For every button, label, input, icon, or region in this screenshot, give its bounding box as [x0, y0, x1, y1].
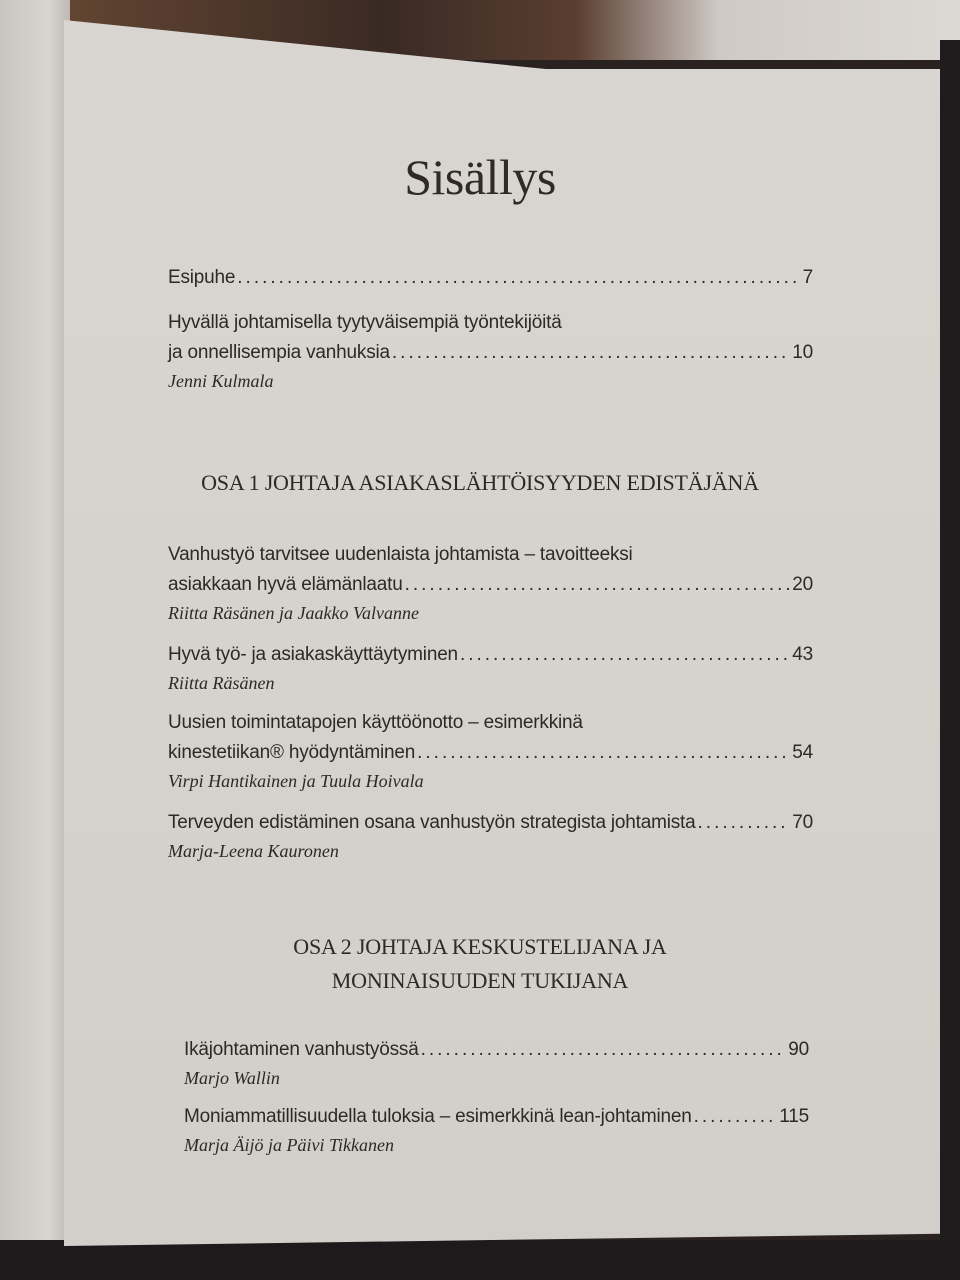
- entry-title-line: kinestetiikan® hyödyntäminen: [168, 742, 416, 763]
- toc-entry: [168, 808, 813, 864]
- entry-author: Marja-Leena Kauronen: [168, 841, 339, 861]
- toc-entry-esipuhe: [168, 263, 813, 293]
- entry-author: Riitta Räsänen: [168, 673, 275, 693]
- entry-author: Jenni Kulmala: [168, 371, 274, 391]
- background-right: [940, 40, 960, 1280]
- entry-title-line: Ikäjohtaminen vanhustyössä: [184, 1039, 419, 1060]
- toc-entry: [184, 1102, 809, 1158]
- page-number: 20: [792, 574, 813, 595]
- toc-entry: [168, 640, 813, 696]
- page-number: 10: [792, 342, 813, 363]
- page-number: 43: [792, 644, 813, 665]
- page-title: Sisällys: [404, 149, 556, 205]
- entry-author: Virpi Hantikainen ja Tuula Hoivala: [168, 771, 424, 791]
- entry-title-line: Hyvä työ- ja asiakaskäyttäytyminen: [168, 644, 458, 665]
- entry-author: Riitta Räsänen ja Jaakko Valvanne: [168, 603, 419, 623]
- entry-title-line: Hyvällä johtamisella tyytyväisempiä työntekijöitä: [168, 312, 562, 333]
- page-number: 90: [788, 1039, 809, 1060]
- entry-title-line: Moniammatillisuudella tuloksia – esimerkkinä lean-johtaminen: [184, 1106, 692, 1127]
- leader-dots: [237, 263, 800, 293]
- entry-title-line: Vanhustyö tarvitsee uudenlaista johtamista – tavoitteeksi: [168, 544, 633, 565]
- page-number: 115: [779, 1106, 809, 1127]
- leader-dots: [392, 338, 790, 368]
- background-bottom: [0, 1240, 960, 1280]
- entry-author: Marja Äijö ja Päivi Tikkanen: [184, 1135, 394, 1155]
- entry-title-line: ja onnellisempia vanhuksia: [168, 342, 390, 363]
- toc-entry: [184, 1035, 809, 1091]
- section-heading-osa-1: OSA 1 JOHTAJA ASIAKASLÄHTÖISYYDEN EDISTÄJÄNÄ: [201, 470, 759, 495]
- toc-entry: [168, 708, 813, 794]
- toc-entry: [168, 308, 813, 394]
- page-number: 54: [792, 742, 813, 763]
- page-number: 7: [802, 267, 813, 288]
- toc-entry: [168, 540, 813, 626]
- page-number: 70: [792, 812, 813, 833]
- entry-title-line: Terveyden edistäminen osana vanhustyön strategista johtamista: [168, 812, 696, 833]
- entry-title-line: asiakkaan hyvä elämänlaatu: [168, 574, 403, 595]
- leader-dots: [421, 1035, 787, 1065]
- leader-dots: [698, 808, 791, 838]
- entry-title: Esipuhe: [168, 267, 236, 288]
- leader-dots: [405, 570, 791, 600]
- entry-author: Marjo Wallin: [184, 1068, 280, 1088]
- section-heading-osa-2: OSA 2 JOHTAJA KESKUSTELIJANA JA MONINAISUUDEN TUKIJANA: [293, 934, 667, 993]
- entry-title-line: Uusien toimintatapojen käyttöönotto – esimerkkinä: [168, 712, 583, 733]
- leader-dots: [417, 738, 790, 768]
- leader-dots: [460, 640, 790, 670]
- leader-dots: [694, 1102, 778, 1132]
